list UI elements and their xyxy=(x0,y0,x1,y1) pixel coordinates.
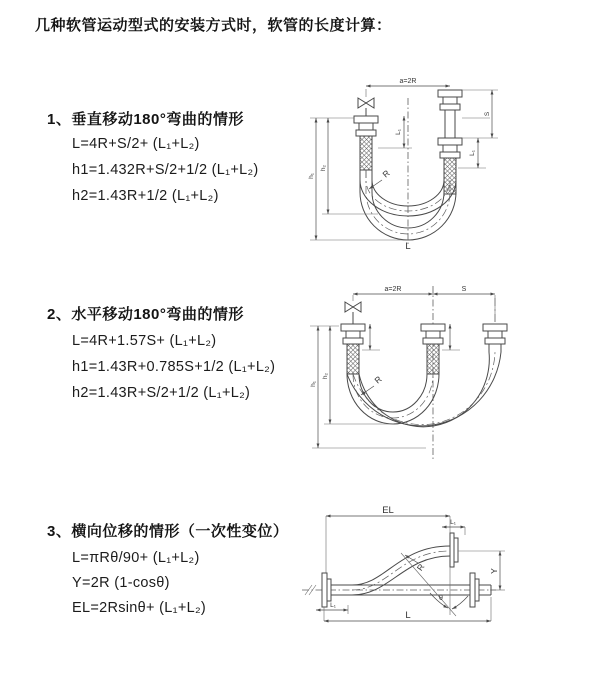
dim-el xyxy=(326,505,450,573)
valve-icon xyxy=(358,98,374,116)
formula-line: h2=1.43R+1/2 (L₁+L₂) xyxy=(72,188,219,204)
length-label: L xyxy=(405,241,411,252)
left-pipe-flange xyxy=(354,116,378,170)
page-title: 几种软管运动型式的安装方式时，软管的长度计算： xyxy=(35,17,392,34)
dim-l1-right-label: L₁ xyxy=(469,150,476,156)
formula-line: L=4R+S/2+ (L₁+L₂) xyxy=(72,136,200,152)
formula-line: Y=2R (1-cosθ) xyxy=(72,575,170,591)
dim-a-2r xyxy=(353,286,495,322)
dim-a-2r xyxy=(366,78,450,97)
dim-l1-left-label: L₁ xyxy=(395,129,402,135)
dim-l xyxy=(324,597,491,621)
section-1-heading: 1、垂直移动180°弯曲的情形 xyxy=(47,111,244,128)
formula-line: h1=1.43R+0.785S+1/2 (L₁+L₂) xyxy=(72,359,276,375)
dim-l1-left-label: L₁ xyxy=(330,602,336,609)
dim-s-label: S xyxy=(484,111,491,117)
formula-line: L=πRθ/90+ (L₁+L₂) xyxy=(72,550,200,566)
dim-y xyxy=(489,551,505,590)
dim-h2-label: h₂ xyxy=(322,372,329,380)
braided-hose-section xyxy=(427,344,439,374)
radius-callout xyxy=(361,374,384,395)
right-pipe-flange xyxy=(483,324,507,352)
braided-hose-section xyxy=(360,136,372,170)
valve-icon xyxy=(345,302,361,324)
angle-theta-label: θ xyxy=(439,595,443,602)
diagram-horizontal-180-bend xyxy=(308,278,598,468)
section-3-heading: 3、横向位移的情形（一次性变位） xyxy=(47,523,289,540)
dim-s-label: S xyxy=(461,286,467,293)
right-pipe-flange xyxy=(438,90,462,194)
radius-label: R xyxy=(372,373,384,386)
dim-l1-left xyxy=(378,116,412,148)
dim-h1-label: h₁ xyxy=(308,173,315,179)
dim-h2-label: h₂ xyxy=(320,164,327,172)
dim-l-label: L xyxy=(405,610,411,621)
dim-l1-top-label: L₁ xyxy=(450,519,456,526)
diagram-lateral-displacement xyxy=(300,503,600,653)
formula-line: EL=2Rsinθ+ (L₁+L₂) xyxy=(72,600,207,616)
upper-right-flange xyxy=(450,533,505,567)
radius-label: R xyxy=(414,561,427,573)
formula-line: h2=1.43R+S/2+1/2 (L₁+L₂) xyxy=(72,385,251,401)
dim-l1-left xyxy=(316,602,348,614)
dim-h1-label: h₁ xyxy=(310,381,317,387)
hose-u-bends xyxy=(347,352,501,427)
dim-h-group xyxy=(310,326,426,448)
middle-pipe-flange xyxy=(421,324,445,374)
radius-label: R xyxy=(380,167,392,180)
formula-line: L=4R+1.57S+ (L₁+L₂) xyxy=(72,333,217,349)
dim-a-label: a=2R xyxy=(399,78,417,85)
dim-s-right xyxy=(458,90,498,168)
section-2-heading: 2、水平移动180°弯曲的情形 xyxy=(47,306,244,323)
dim-el-label: EL xyxy=(382,505,394,516)
pipe-break-mark xyxy=(309,585,316,595)
braided-hose-section xyxy=(347,344,359,374)
dim-y-label: Y xyxy=(489,568,499,574)
left-pipe-flange xyxy=(341,324,365,374)
diagram-vertical-180-bend xyxy=(308,72,598,252)
center-line xyxy=(433,286,495,460)
dim-a-label: a=2R xyxy=(384,286,402,293)
formula-line: h1=1.432R+S/2+1/2 (L₁+L₂) xyxy=(72,162,259,178)
